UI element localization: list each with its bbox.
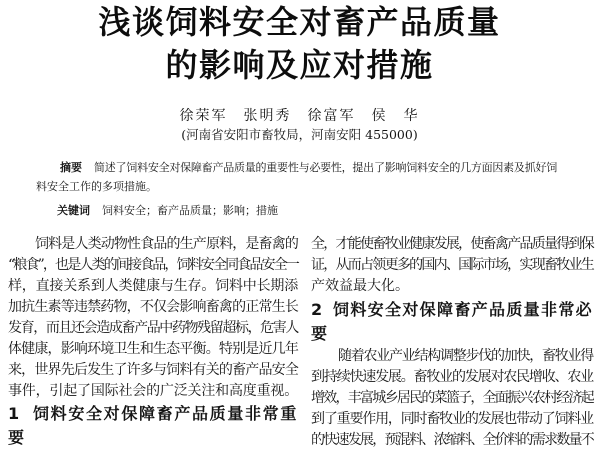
left-column [8, 234, 298, 450]
body-line: 加抗生素等违禁药物，不仅会影响畜禽的正常生长 [8, 299, 298, 315]
body-line: 饲料是人类动物性食品的生产原料，是畜禽的 [35, 236, 298, 252]
section-number: 2 [311, 300, 323, 319]
title-line-2: 的影响及应对措施 [165, 46, 434, 84]
section-number: 1 [8, 404, 20, 423]
abstract-line: 简述了饲料安全对保障畜产品质量的重要性与必要性，提出了影响饲料安全的几方面因素及抓好饲 [94, 161, 557, 174]
body-line: 来，世界先后发生了许多与饲料有关的畜产品安全 [8, 362, 298, 378]
abstract-label: 摘要 [60, 161, 82, 174]
section-2-heading [311, 298, 593, 346]
abstract [36, 158, 557, 196]
abstract-text-first [94, 158, 557, 177]
keywords [57, 201, 477, 220]
section-heading-line: 饲料安全对保障畜产品质量非常必 [333, 300, 593, 319]
section-1-heading-text [33, 402, 298, 426]
section-1-heading [8, 402, 298, 450]
keywords-text: 饲料安全；畜产品质量；影响；措施 [102, 204, 278, 217]
author-affiliation [0, 125, 599, 144]
body-line: 到了重要作用，同时畜牧业的发展也带动了饲料业 [311, 411, 593, 427]
section-2-heading-text [333, 298, 593, 322]
title-line-1: 浅谈饲料安全对畜产品质量 [98, 3, 501, 41]
body-line: 事件，引起了国际社会的广泛关注和高度重视。 [8, 383, 298, 399]
body-line: 发育，而且还会造成畜产品中药物残留超标，危害人 [8, 320, 298, 336]
body-line: 到持续快速发展。畜牧业的发展对农民增收、农业 [311, 369, 593, 385]
intro-paragraph [8, 234, 298, 402]
continued-paragraph [311, 234, 593, 297]
body-line: 证，从而占领更多的国内、国际市场，实现畜牧业生 [311, 257, 593, 273]
affiliation-text: (河南省安阳市畜牧局，河南安阳 455000) [181, 127, 418, 142]
right-column [311, 234, 593, 451]
body-line: 增效，丰富城乡居民的菜篮子，全面振兴农村经济起 [311, 390, 593, 406]
body-line: 全，才能使畜牧业健康发展，使畜禽产品质量得到保 [311, 236, 593, 252]
section-2-paragraph [311, 346, 593, 451]
section-heading-line: 饲料安全对保障畜产品质量非常重 [33, 404, 298, 423]
body-line: 产效益最大化。 [311, 278, 409, 294]
body-line: 的快速发展，预混料、浓缩料、全价料的需求数量不 [311, 432, 593, 448]
abstract-first-line [60, 158, 557, 177]
body-line: “粮食”，也是人类的间接食品，饲料安全同食品安全一 [8, 257, 298, 273]
keywords-label: 关键词 [57, 204, 90, 217]
body-line: 随着农业产业结构调整步伐的加快，畜牧业得 [338, 348, 593, 364]
section-heading-line: 要 [8, 428, 25, 447]
body-line: 体健康，影响环境卫生和生态平衡。特别是近几年 [8, 341, 298, 357]
author-names: 徐荣军 张明秀 徐富军 侯 华 [179, 108, 420, 124]
body-line: 样，直接关系到人类健康与生存。饲料中长期添 [8, 278, 298, 294]
abstract-line: 料安全工作的多项措施。 [36, 180, 157, 193]
section-2-heading-first-line [311, 298, 593, 322]
author-list [0, 107, 599, 126]
paper-title [0, 1, 599, 87]
section-1-heading-first-line [8, 402, 298, 426]
section-heading-line: 要 [311, 324, 328, 343]
